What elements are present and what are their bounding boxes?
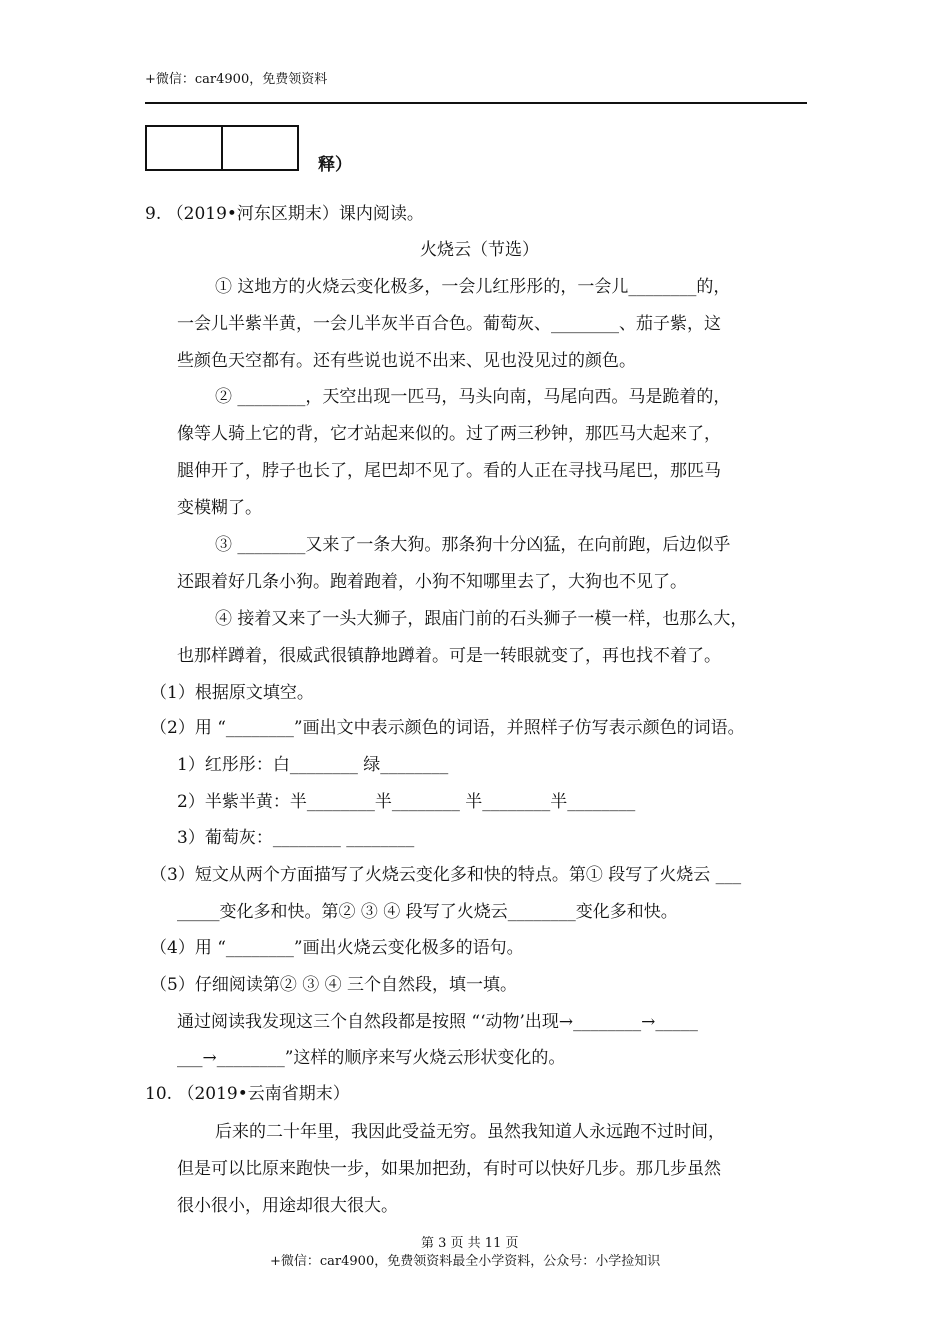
footer-text: +微信：car4900，免费领资料最全小学资料，公众号：小学捡知识 [270, 1254, 661, 1269]
sub-question-5: （5）仔细阅读第② ③ ④ 三个自然段，填一填。 [150, 975, 518, 995]
sub-question-1: （1）根据原文填空。 [150, 683, 314, 703]
answer-box-left [145, 125, 223, 171]
p4-line: 也那样蹲着，很威武很镇静地蹲着。可是一转眼就变了，再也找不着了。 [177, 646, 721, 666]
p2-line: ② ________，天空出现一匹马，马头向南，马尾向西。马是跪着的， [215, 387, 731, 407]
sub2-item: 2）半紫半黄：半________半________ 半________半________ [177, 792, 636, 812]
q10-line: 但是可以比原来跑快一步，如果加把劲，有时可以快好几步。那几步虽然 [177, 1159, 721, 1179]
sub-question-4: （4）用 “________”画出火烧云变化极多的语句。 [150, 938, 524, 958]
passage-title: 火烧云（节选） [420, 240, 539, 260]
q10-line: 后来的二十年里，我因此受益无穷。虽然我知道人永远跑不过时间， [215, 1122, 725, 1142]
p1-line: 些颜色天空都有。还有些说也说不出来、见也没见过的颜色。 [177, 351, 636, 371]
answer-box-right [221, 125, 299, 171]
sub2-item: 3）葡萄灰：________ ________ [177, 828, 415, 848]
page-header: +微信：car4900，免费领资料 [145, 72, 328, 87]
p1-line: 一会儿半紫半黄，一会儿半灰半百合色。葡萄灰、________、茄子紫，这 [177, 314, 721, 334]
q10-heading: 10. （2019•云南省期末） [145, 1084, 350, 1104]
p3-line: ③ ________又来了一条大狗。那条狗十分凶猛，在向前跑，后边似乎 [215, 535, 731, 555]
p2-line: 腿伸开了，脖子也长了，尾巴却不见了。看的人正在寻找马尾巴，那匹马 [177, 461, 721, 481]
q10-line: 很小很小，用途却很大很大。 [177, 1196, 398, 1216]
fragment-text: 释） [318, 155, 352, 175]
q9-heading: 9. （2019•河东区期末）课内阅读。 [145, 204, 424, 224]
p1-line: ① 这地方的火烧云变化极多，一会儿红彤彤的，一会儿________的， [215, 277, 731, 297]
header-rule [145, 102, 807, 104]
sub-question-2: （2）用 “________”画出文中表示颜色的词语，并照样子仿写表示颜色的词语。 [150, 718, 745, 738]
sub5-body: ___→________”这样的顺序来写火烧云形状变化的。 [177, 1048, 566, 1068]
sub-question-3-cont: _____变化多和快。第② ③ ④ 段写了火烧云________变化多和快。 [177, 902, 678, 922]
sub-question-3: （3）短文从两个方面描写了火烧云变化多和快的特点。第① 段写了火烧云 ___ [150, 865, 742, 885]
sub5-body: 通过阅读我发现这三个自然段都是按照 “‘动物’出现→________→_____ [177, 1012, 698, 1032]
p4-line: ④ 接着又来了一头大狮子，跟庙门前的石头狮子一模一样，也那么大， [215, 609, 748, 629]
sub2-item: 1）红彤彤：白________ 绿________ [177, 755, 449, 775]
page-number: 第 3 页 共 11 页 [421, 1236, 519, 1251]
p2-line: 变模糊了。 [177, 498, 262, 518]
p2-line: 像等人骑上它的背，它才站起来似的。过了两三秒钟，那匹马大起来了， [177, 424, 721, 444]
p3-line: 还跟着好几条小狗。跑着跑着，小狗不知哪里去了，大狗也不见了。 [177, 572, 687, 592]
